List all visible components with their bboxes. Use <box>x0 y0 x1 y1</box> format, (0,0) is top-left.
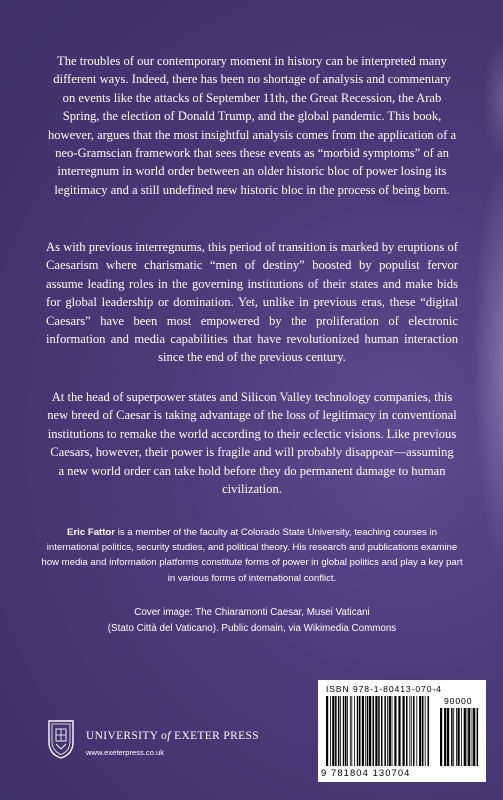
author-name: Eric Fattor <box>67 527 116 538</box>
barcode-bar <box>451 708 453 766</box>
barcode-bar <box>458 708 460 766</box>
barcode-bar <box>354 696 355 766</box>
blurb-paragraph-1: The troubles of our contemporary moment in history can be interpreted many different ways. Indeed, there has been no shortage of analysis and commentary on events like the attacks of September 11th, the Great Recession, the Arab Spring, the election of Donald Trump, and the global pandemic. This book, however, argues that the most insightful analysis comes from the application of a neo-Gramscian framework that sees these events as “morbid symptoms” of an interregnum in world order between an older historic bloc of power losing its legitimacy and a still undefined new historic bloc in the process of being born. <box>47 54 457 197</box>
barcode-bar <box>422 696 424 766</box>
barcode-bar <box>440 708 442 766</box>
blurb-paragraph-3: At the head of superpower states and Silicon Valley technology companies, this new breed of Caesar is taking advantage of the loss of legitimacy in conventional institutions to remake the world according to their eclectic visions. Like previous Caesars, however, their power is fragile and will probably disappear—assuming a new world order can take hold before they do permanent damage to human civilization. <box>47 390 457 497</box>
barcode-bar <box>464 708 466 766</box>
barcode-bar <box>357 696 359 766</box>
isbn-label: ISBN 978-1-80413-070-4 <box>326 684 442 694</box>
barcode-bar <box>345 696 347 766</box>
statue-edge-highlight <box>473 150 503 570</box>
author-bio <box>40 525 464 586</box>
publisher-name: UNIVERSITY of EXETER PRESS <box>86 730 259 742</box>
statue-edge-highlight-top <box>483 40 503 160</box>
ean-barcode-bars <box>326 696 430 766</box>
barcode-bar <box>409 696 410 766</box>
blurb-paragraph-2: As with previous interregnums, this period of transition is marked by eruptions of Caesarism where charismatic “men of destiny” boosted by populist fervor assume leading roles in the governing institutions of their states and make bids for global leadership or domination. Yet, unlike in previous eras, these “digital Caesars” have been most empowered by the proliferation of electronic information and media capabilities that have revolutionized human interaction since the end of the previous century. <box>46 240 458 365</box>
barcode-bar <box>406 696 408 766</box>
barcode-bar <box>373 696 375 766</box>
price-addon-bars <box>440 708 480 766</box>
barcode-bar <box>419 696 421 766</box>
barcode-bar <box>413 696 415 766</box>
cover-credit-line-2: (Stato Città del Vaticano). Public domain, via Wikimedia Commons <box>107 622 397 634</box>
cover-credit-line-1: Cover image: The Chiaramonti Caesar, Musei Vaticani <box>134 607 370 618</box>
barcode-bar <box>326 696 328 766</box>
barcode-bar <box>350 696 351 766</box>
barcode-bar <box>351 696 352 766</box>
barcode-bar <box>456 708 457 766</box>
barcode-bar <box>381 696 383 766</box>
barcode-bar <box>453 708 454 766</box>
barcode-bar <box>347 696 348 766</box>
university-crest-icon <box>46 718 76 760</box>
publisher-imprint <box>46 718 296 768</box>
barcode-bar <box>461 708 462 766</box>
barcode-bar <box>428 696 430 766</box>
barcode-bar <box>338 696 340 766</box>
barcode-bar <box>387 696 388 766</box>
barcode-bar <box>369 696 371 766</box>
barcode-bar <box>375 696 377 766</box>
isbn-barcode <box>318 680 486 782</box>
barcode-bar <box>477 708 479 766</box>
ean-digits: 9 781804 130704 <box>321 767 411 778</box>
barcode-bar <box>472 708 473 766</box>
barcode-bar <box>330 696 331 766</box>
barcode-bar <box>340 696 341 766</box>
barcode-bar <box>411 696 412 766</box>
barcode-bar <box>403 696 405 766</box>
barcode-bar <box>394 696 396 766</box>
barcode-bar <box>389 696 391 766</box>
barcode-bar <box>468 708 470 766</box>
price-code: 90000 <box>444 696 473 706</box>
barcode-bar <box>378 696 380 766</box>
barcode-bar <box>384 696 386 766</box>
cover-image-credit <box>60 605 444 636</box>
barcode-bar <box>425 696 426 766</box>
barcode-bar <box>444 708 446 766</box>
barcode-bar <box>335 696 337 766</box>
barcode-bar <box>392 696 393 766</box>
barcode-bar <box>362 696 364 766</box>
author-bio-text: is a member of the faculty at Colorado State University, teaching courses in international politics, security studies, and political theory. His research and publications examine how media and information platforms constitute forms of power in global politics and play a key part in various forms of international conflict. <box>41 527 463 584</box>
barcode-bar <box>447 708 449 766</box>
barcode-bar <box>473 708 475 766</box>
barcode-bar <box>343 696 345 766</box>
barcode-bar <box>467 708 468 766</box>
barcode-bar <box>416 696 417 766</box>
barcode-bar <box>367 696 369 766</box>
publisher-url: www.exeterpress.co.uk <box>86 748 165 757</box>
barcode-bar <box>332 696 334 766</box>
barcode-bar <box>365 696 366 766</box>
barcode-bar <box>359 696 361 766</box>
barcode-bar <box>398 696 400 766</box>
